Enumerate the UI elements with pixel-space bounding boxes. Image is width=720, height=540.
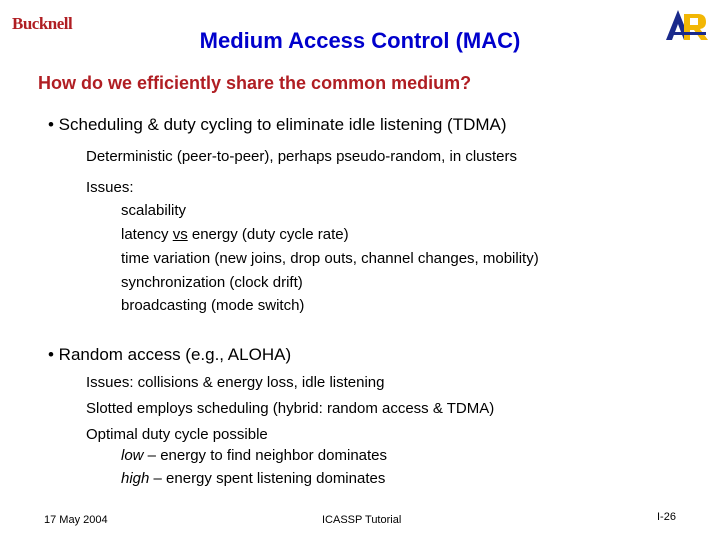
issue-latency-vs: vs [172,226,188,243]
issue-synchronization: synchronization (clock drift) [121,274,303,291]
footer-page-number: I-26 [657,511,676,523]
slide-subtitle: How do we efficiently share the common medium? [38,73,472,93]
slide-title: Medium Access Control (MAC) [199,28,521,53]
issue-latency-b: energy (duty cycle rate) [187,226,349,243]
bucknell-logo: Bucknell [12,14,73,33]
high-rest: – energy spent listening dominates [149,470,386,487]
footer-event: ICASSP Tutorial [322,514,402,526]
footer-date: 17 May 2004 [44,514,108,526]
issue-time-variation: time variation (new joins, drop outs, channel changes, mobility) [121,250,539,267]
high-term: high [121,470,150,487]
low-line [121,447,387,464]
issue-broadcasting: broadcasting (mode switch) [121,297,305,314]
low-term: low [121,447,144,464]
low-rest: – energy to find neighbor dominates [143,447,388,464]
bullet-random-access: • Random access (e.g., ALOHA) [48,345,292,364]
slotted-line: Slotted employs scheduling (hybrid: random access & TDMA) [86,400,495,417]
optimal-line: Optimal duty cycle possible [86,426,268,443]
bullet-scheduling: • Scheduling & duty cycling to eliminate idle listening (TDMA) [48,115,507,134]
issues-label: Issues: [86,179,134,196]
issue-latency-a: latency [121,226,173,243]
random-issues-line: Issues: collisions & energy loss, idle listening [86,374,385,391]
issue-latency [121,226,349,243]
issue-scalability: scalability [121,202,187,219]
deterministic-line: Deterministic (peer-to-peer), perhaps pseudo-random, in clusters [86,148,518,165]
high-line [121,470,385,487]
